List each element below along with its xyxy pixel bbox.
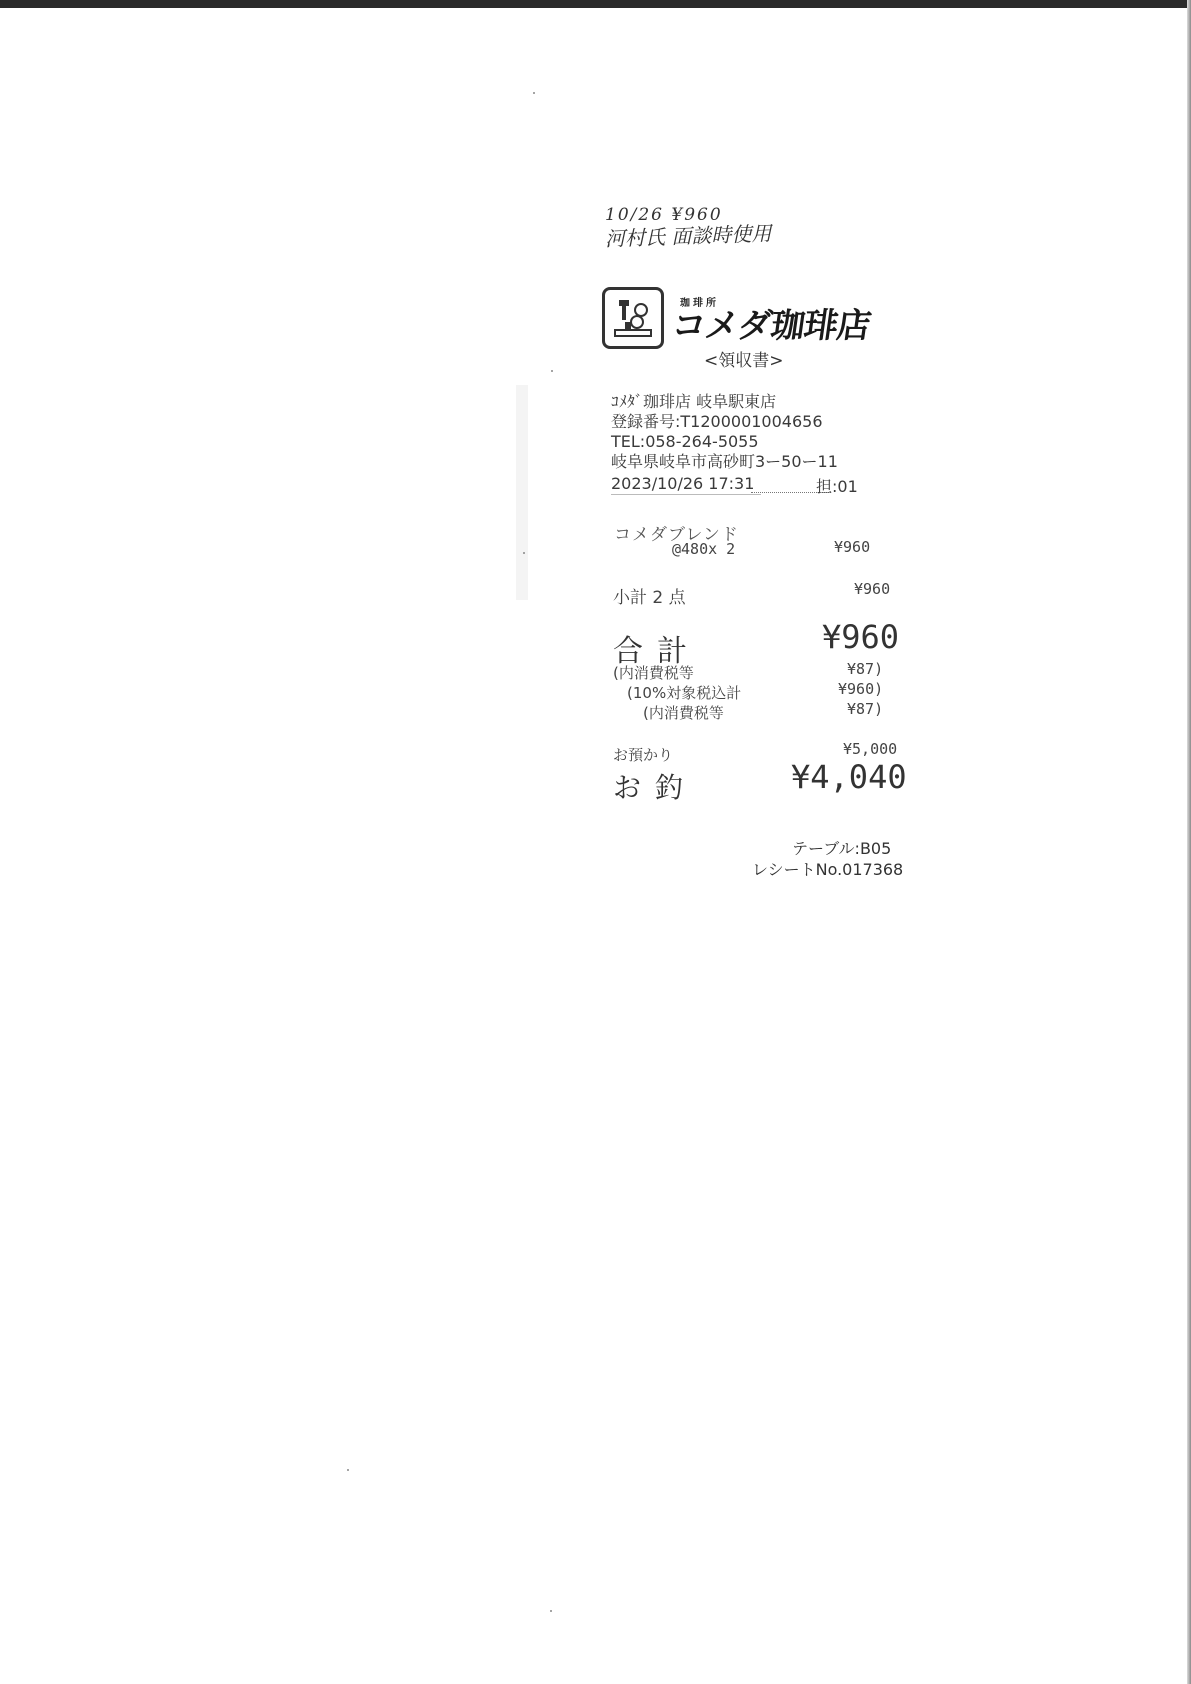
total-label: 合計 — [613, 634, 701, 669]
inner-tax-label: (内消費税等 — [613, 664, 694, 682]
deposit-value: ¥5,000 — [843, 740, 898, 758]
scan-top-edge — [0, 0, 1191, 8]
tax-10-inner-value: ¥87) — [847, 700, 884, 718]
tax-10-value: ¥960) — [838, 680, 884, 698]
tax-10-inner-label: (内消費税等 — [643, 704, 724, 722]
item-price: ¥960 — [834, 538, 871, 556]
total-value: ¥960 — [822, 618, 900, 656]
scan-speck — [533, 92, 535, 94]
receipt-datetime: 2023/10/26 17:31 — [611, 474, 755, 493]
receipt-title: <領収書> — [704, 351, 784, 371]
deposit-label: お預かり — [613, 746, 674, 764]
staff-id: 担:01 — [816, 477, 858, 496]
store-address: 岐阜県岐阜市高砂町3ー50ー11 — [611, 452, 838, 471]
scan-speck — [551, 370, 553, 372]
date-row — [611, 474, 891, 496]
item-unit-qty: @480x 2 — [672, 540, 736, 558]
subtotal-label: 小計 2 点 — [613, 588, 686, 608]
handwritten-date-amount: 10/26 ¥960 — [605, 205, 723, 225]
store-info — [611, 392, 838, 472]
handwritten-note — [605, 205, 771, 252]
scan-speck — [347, 1469, 349, 1471]
receipt-number: レシートNo.017368 — [752, 860, 904, 879]
change-value: ¥4,040 — [791, 758, 907, 796]
scan-right-edge — [1187, 0, 1191, 1684]
change-label: お釣 — [613, 771, 698, 804]
scan-speck — [550, 1610, 552, 1612]
handwritten-purpose: 河村氏 面談時使用 — [604, 221, 772, 251]
registration-number: 登録番号:T1200001004656 — [611, 412, 823, 431]
store-name: ｺﾒﾀﾞ珈琲店 岐阜駅東店 — [611, 392, 777, 411]
logo-subtitle: 珈琲所 — [680, 297, 719, 309]
inner-tax-value: ¥87) — [847, 660, 884, 678]
tax-10-label: (10%対象税込計 — [627, 684, 742, 702]
coffee-emblem-icon — [602, 287, 664, 349]
item-name: コメダブレンド — [614, 525, 739, 545]
store-logo — [602, 287, 873, 349]
scan-shadow — [516, 385, 528, 600]
subtotal-value: ¥960 — [854, 580, 891, 598]
scan-speck — [523, 552, 525, 554]
logo-name: コメダ珈琲店 — [669, 305, 873, 346]
table-number: テーブル:B05 — [792, 839, 892, 858]
store-phone: TEL:058-264-5055 — [611, 432, 759, 451]
divider — [611, 494, 761, 495]
